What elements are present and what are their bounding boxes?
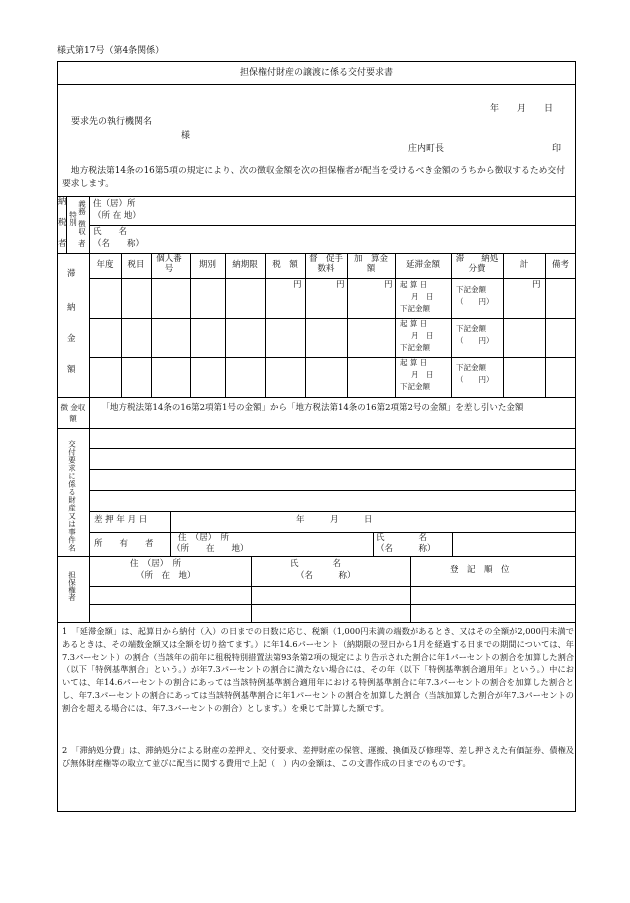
late-calc-below-1: 下記金額	[400, 304, 430, 313]
addressee-label: 要求先の執行機関名	[71, 117, 153, 127]
date-line: 年 月 日	[490, 104, 554, 114]
creditor-address-sublabel: （所 在 地）	[136, 571, 196, 581]
seizure-date-value: 年 月 日	[296, 515, 373, 525]
late-calc-date-1: 月 日	[411, 292, 434, 301]
disposition-amount-2: （ 円）	[456, 336, 494, 345]
addressee-honorific: 様	[181, 131, 191, 141]
col-header-remarks: 備考	[551, 260, 569, 270]
arrears-side-2: 納	[67, 303, 76, 313]
collection-amount-label: 徴 金収 額	[60, 403, 86, 423]
late-calc-start-3: 起 算 日	[400, 358, 428, 367]
arrears-side-3: 金	[67, 334, 76, 344]
form-number: 様式第17号（第4条関係）	[57, 46, 165, 56]
col-header-period: 期別	[198, 260, 216, 270]
secured-creditor-side-label: 担保権者	[67, 571, 77, 601]
creditor-name-label: 氏 名	[290, 559, 342, 569]
disposition-amount-3: （ 円）	[456, 375, 494, 384]
note-disposition-cost: 2 「滞納処分費」は、滞納処分による財産の差押え、交付要求、差押財産の保管、運搬、換価及び修理等、差し押さえた有価証券、債権及び無体財産権等の取立て並びに配当に関する費用で上記（ ）内の金額は、この文書作成の日までのものです。	[62, 745, 574, 768]
col-header-deadline: 納期限	[232, 260, 258, 270]
late-calc-start-2: 起 算 日	[400, 319, 428, 328]
yen-total: 円	[532, 280, 541, 290]
collection-amount-text: 「地方税法第14条の16第2項第1号の金額」から「地方税法第14条の16第2項第2号の金額」を差し引いた金額	[101, 403, 524, 413]
disposition-amount-1: （ 円）	[456, 297, 494, 306]
yen-tax: 円	[293, 280, 302, 290]
disposition-below-2: 下記金額	[456, 324, 486, 333]
late-calc-date-3: 月 日	[411, 370, 434, 379]
col-header-disposition-cost: 滞 納処分費	[455, 254, 499, 274]
col-header-total: 計	[519, 260, 529, 270]
owner-name-sublabel: （名 称）	[376, 544, 436, 554]
taxpayer-label-gimu: 義務	[77, 200, 87, 215]
seizure-date-label: 差 押 年 月 日	[94, 515, 148, 525]
property-side-label: 交付要求に係る財産又は事件名	[67, 440, 77, 552]
issuer-title: 庄内町長	[408, 144, 445, 154]
yen-dunning: 円	[336, 280, 345, 290]
col-header-tax-item: 税目	[127, 260, 145, 270]
late-calc-start-1: 起 算 日	[400, 280, 428, 289]
arrears-side-4: 額	[67, 365, 76, 375]
note-late-interest: 1 「延滞金額」は、起算日から納付（入）の日までの日数に応じ、税額（1,000円未満の端数があるとき、又はその全額が2,000円未満であるときは、その端数金額又は全額を切り捨てます。）に年14.6パーセント（納期限の翌日から1月を経過する日までの期間については、年7.3パーセント）の割合（当該年の前年に租税特別措置法第93条第2項の規定により告示された割合に年1パーセントの割合を加算した割合（以下「特例基準割合」という。）が年7.3パーセントの割合に満たない場合には、その年（以下「特例基準割合適用年」という。）中においては、年14.6パーセントの割合にあっては当該特例基準割合適用年における特例基準割合に年7.3パーセントの割合を加算した割合とし、年7.3パーセントの割合にあっては当該特例基準割合に年1パーセントの割合を加算した割合（当該加算した割合が年7.3パーセントの割合を超える場合には、年7.3パーセントの割合）とします。）を乗じて計算した額です。	[62, 626, 574, 713]
late-calc-below-3: 下記金額	[400, 382, 430, 391]
late-calc-below-2: 下記金額	[400, 343, 430, 352]
disposition-below-1: 下記金額	[456, 285, 486, 294]
taxpayer-name-sublabel: （名 称）	[93, 239, 145, 249]
taxpayer-label-tokubetsu: 特別	[68, 211, 78, 226]
creditor-rank-label: 登 記 順 位	[450, 565, 510, 575]
owner-address-label: 住 （居） 所	[178, 533, 230, 543]
seal-mark: 印	[552, 144, 562, 154]
taxpayer-label-nou: 納	[58, 197, 67, 207]
owner-address-sublabel: （所 在 地）	[172, 544, 249, 554]
col-header-additional-tax: 加 算金 額	[353, 254, 397, 274]
intro-paragraph: 地方税法第14条の16第5項の規定により、次の徴収金額を次の担保権者が配当を受けるべき金額のうちから徴収するため交付要求します。	[62, 166, 566, 189]
owner-label: 所 有 者	[94, 539, 154, 549]
taxpayer-label-sha: 者	[58, 239, 67, 249]
taxpayer-address-sublabel: （所 在 地）	[93, 211, 141, 221]
owner-name-label: 氏 名	[376, 533, 428, 543]
disposition-below-3: 下記金額	[456, 363, 486, 372]
document-title: 担保権付財産の譲渡に係る交付要求書	[239, 68, 393, 78]
late-calc-date-2: 月 日	[411, 331, 434, 340]
taxpayer-label-choushu: 徴収	[77, 220, 87, 235]
taxpayer-label-zei: 税	[58, 218, 67, 228]
taxpayer-label-sha2: 者	[78, 239, 86, 248]
col-header-dunning-fee: 督 促手数料	[308, 254, 343, 274]
col-header-year: 年度	[96, 260, 114, 270]
col-header-individual-no: 個人番号	[156, 254, 182, 274]
col-header-late-interest: 延滞金額	[405, 260, 440, 270]
creditor-name-sublabel: （名 称）	[296, 571, 356, 581]
arrears-side-1: 滞	[67, 269, 76, 279]
col-header-tax-amount: 税 額	[272, 260, 298, 270]
taxpayer-address-label: 住（居）所	[93, 199, 136, 209]
yen-additional: 円	[384, 280, 393, 290]
creditor-address-label: 住 （居） 所	[130, 559, 182, 569]
taxpayer-name-label: 氏 名	[93, 227, 128, 237]
